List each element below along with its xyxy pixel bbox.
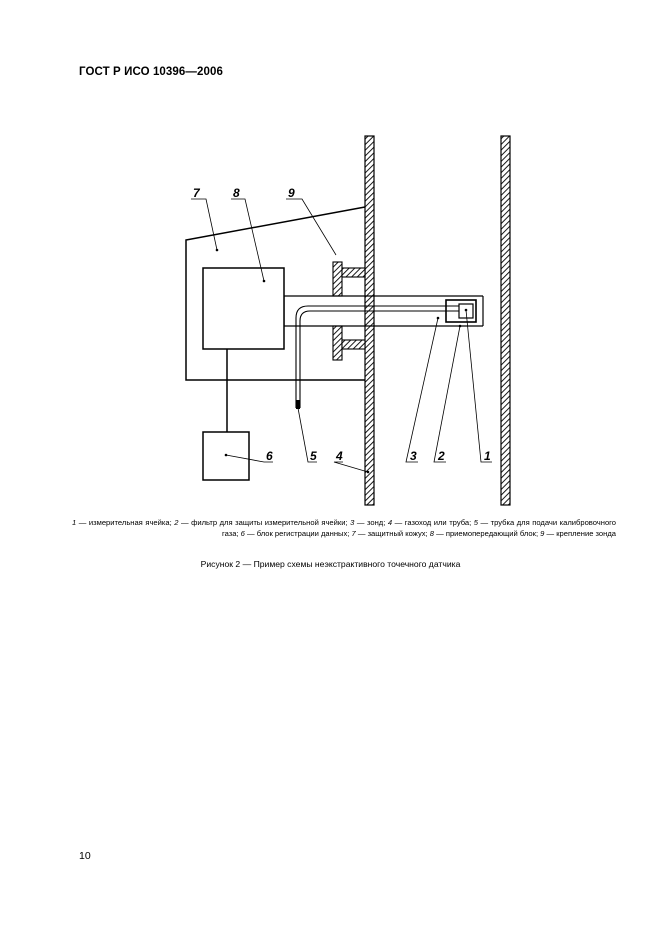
- legend-num-4: 4: [387, 518, 393, 527]
- transceiver-unit: [203, 268, 284, 349]
- document-header: ГОСТ Р ИСО 10396—2006: [79, 66, 224, 78]
- duct-left-wall: [365, 136, 374, 505]
- duct-right-wall: [501, 136, 510, 505]
- legend-text-9: — крепление зонда: [544, 528, 616, 538]
- label-2: 2: [438, 449, 445, 463]
- label-5: 5: [310, 449, 317, 463]
- legend-text-7: — защитный кожух;: [355, 528, 430, 538]
- legend-text-4: — газоход или труба;: [392, 518, 474, 527]
- legend-text-2: — фильтр для защиты измерительной ячейки;: [178, 518, 351, 527]
- label-9: 9: [288, 186, 295, 200]
- legend-num-6: 6: [240, 528, 245, 538]
- legend-num-5: 5: [473, 518, 478, 527]
- figure-caption: Рисунок 2 — Пример схемы неэкстрактивного точечного датчика: [200, 559, 461, 569]
- label-8: 8: [233, 186, 240, 200]
- legend-text-3: — зонд;: [354, 518, 388, 527]
- legend-text-5: — трубка для подачи калибровочного газа;: [221, 518, 616, 538]
- legend-num-8: 8: [429, 528, 435, 538]
- legend-num-9: 9: [540, 528, 545, 538]
- legend-num-7: 7: [351, 528, 356, 538]
- page-number: 10: [79, 850, 91, 862]
- legend-text-6: — блок регистрации данных;: [244, 528, 352, 538]
- calibration-gas-line: [296, 306, 459, 409]
- label-1: 1: [484, 449, 491, 463]
- label-6: 6: [266, 449, 273, 463]
- legend-text-8: — приемопередающий блок;: [434, 528, 541, 538]
- legend-num-3: 3: [350, 518, 355, 527]
- label-7: 7: [193, 186, 200, 200]
- label-3: 3: [410, 449, 417, 463]
- legend-text-1: — измерительная ячейка;: [76, 518, 175, 527]
- figure-legend: [72, 518, 616, 539]
- legend-num-2: 2: [174, 518, 179, 527]
- legend-num-1: 1: [72, 518, 77, 527]
- label-4: 4: [336, 449, 343, 463]
